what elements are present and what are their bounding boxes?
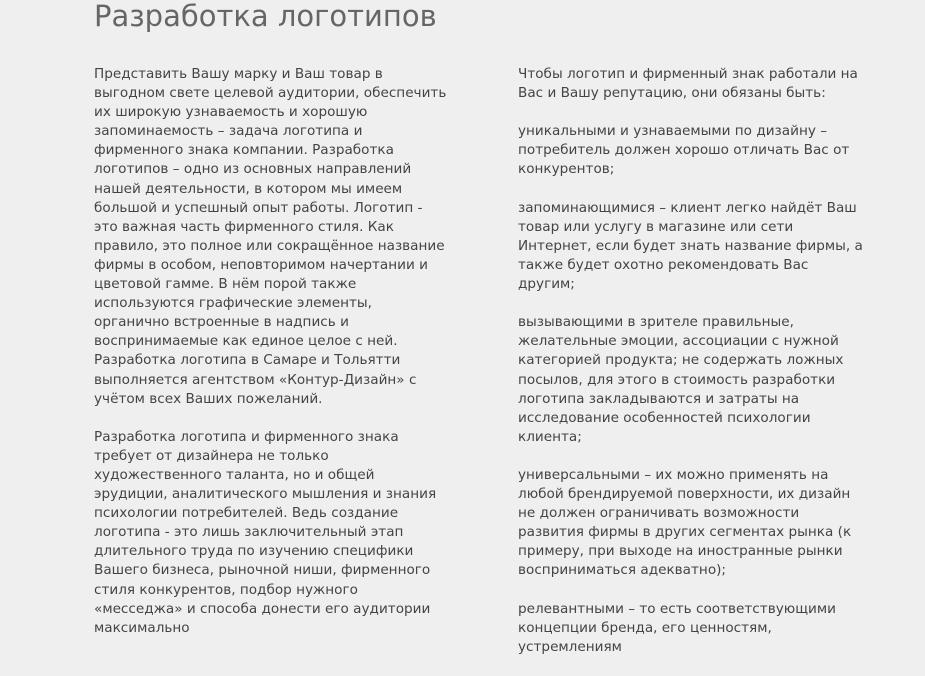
paragraph: Представить Вашу марку и Ваш товар в выгодном свете целевой аудитории, обеспечить их широкую узнаваемость и хорошую запоминаемость – задача логотипа и фирменного знака компании. Разработка логотипов – одно из основных направлений нашей деятельности, в котором мы имеем большой и успешный опыт работы. Логотип - это важная часть фирменного стиля. Как правило, это полное или сокращённое название фирмы в особом, неповторимом начертании и цветовой гамме. В нём порой также используются графические элементы, органично встроенные в надпись и воспринимаемые как единое целое с ней. Разработка логотипа в Самаре и Тольятти выполняется агентством «Контур-Дизайн» с учётом всех Ваших пожеланий.	[94, 66, 447, 407]
right-column	[518, 65, 868, 676]
paragraph: вызывающими в зрителе правильные, желательные эмоции, ассоциации с нужной категорией продукта; не содержать ложных посылов, для этого в стоимость разработки логотипа закладываются и затраты на исследование особенностей психологии клиента;	[518, 314, 844, 445]
paragraph: универсальными – их можно применять на любой брендируемой поверхности, их дизайн не должен ограничивать возможности развития фирмы в других сегментах рынка (к примеру, при выходе на иностранные рынки восприниматься адекватно);	[518, 466, 852, 579]
paragraph: запоминающимися – клиент легко найдёт Ваш товар или услугу в магазине или сети Интернет, если будет знать название фирмы, а также будет охотно рекомендовать Вас другим;	[518, 199, 863, 293]
paragraph: Разработка логотипа и фирменного знака требует от дизайнера не только художественного таланта, но и общей эрудиции, аналитического мышления и знания психологии потребителей. Ведь создание логотипа - это лишь заключительный этап длительного труда по изучению специфики Вашего бизнеса, рыночной ниши, фирменного стиля конкурентов, подбор нужного «месседжа» и способа донести его аудитории максимально	[94, 428, 437, 636]
paragraph: Чтобы логотип и фирменный знак работали на Вас и Вашу репутацию, они обязаны быть:	[518, 66, 858, 102]
page-title: Разработка логотипов	[94, 0, 437, 33]
paragraph: релевантными – то есть соответствующими концепции бренда, его ценностям, устремлениям	[518, 600, 836, 655]
paragraph: уникальными и узнаваемыми по дизайну – потребитель должен хорошо отличать Вас от конкурентов;	[518, 123, 850, 178]
left-column	[94, 65, 449, 657]
